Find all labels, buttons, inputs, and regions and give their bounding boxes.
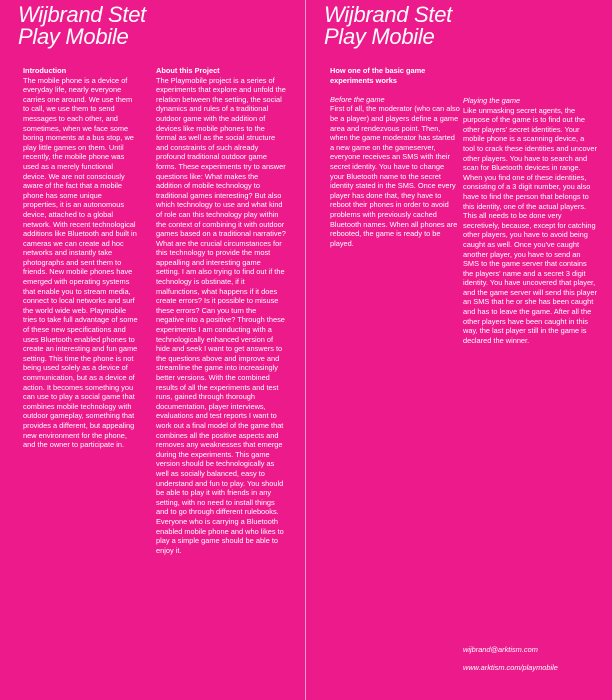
about-column <box>156 66 286 555</box>
introduction-heading: Introduction <box>23 66 67 75</box>
about-heading: About this Project <box>156 66 220 75</box>
before-game-body: First of all, the moderator (who can also be a player) and players define a game area and rendezvous point. Then, when the game moderator has started a new game on the gameserver, everyone receives an SMS with their secret identity. You have to change your Bluetooth name to the secret identity stated in the SMS. Once every player has done that, they have to reboot their phones in order to avoid problems with previously cached Bluetooth names. When all phones are rebooted, the game is ready to be played. <box>330 104 460 248</box>
right-panel <box>306 0 612 700</box>
playing-game-column <box>463 96 598 345</box>
contact-email[interactable]: wijbrand@arktism.com <box>463 645 538 654</box>
brand-line-1: Wijbrand Stet <box>18 2 146 27</box>
introduction-body: The mobile phone is a device of everyday life, nearly everyone carries one around. We use them to call, we use them to send messages to each other, and sometimes, when we face some boring moments at a bus stop, we play little games on them. Until recently, the mobile phone was used as a merely functional device. We are not consciously aware of the fact that a mobile phone has some unique properties, it is an autonomous device, attached to a global network. With recent technological additions like Bluetooth and built in cameras we can create ad hoc networks and instantly take photographs and sent them to friends. New mobile phones have emerged with operating systems that enable you to stream media, connect to local networks and surf the world wide web. Playmobile tries to take full advantage of some of these new specifications and uses Bluetooth enabled phones to create an interesting and fun game setting. This time the phone is not being used solely as a device of communication, but as a device of action. It becomes something you can use to play a social game that combines mobile technology with outdoor gameplay, something that provides a different, but appealing new environment for the phone, and the owner to participate in. <box>23 75 138 450</box>
brand-title-right <box>324 4 452 48</box>
playing-game-body: Like unmasking secret agents, the purpose of the game is to find out the other players' secret identities. Your mobile phone is a scanning device, a tool to crack these identities and uncover other players. You have to search and scan for Bluetooth devices in range. When you find one of these identities, consisting of a 3 digit number, you also have to find the person that belongs to this identity, one of the actual players. This all needs to be done very secretively, because, except for catching other players, you have to avoid being caught as well. Once you've caught another player, you have to send an SMS to the game server that contains the players' name and a secret 3 digit identity. You have uncovered that player, and the game server will send this player an SMS that he or she has been caught and has to leave the game. After all the other players have been caught in this way, the last player still in the game is declared the winner. <box>463 105 597 345</box>
playing-game-title: Playing the game <box>463 96 521 105</box>
brand-line-1-right: Wijbrand Stet <box>324 2 452 27</box>
brand-title <box>18 4 146 48</box>
contact-website[interactable]: www.arktism.com/playmobile <box>463 663 558 672</box>
brand-line-2: Play Mobile <box>18 24 129 49</box>
about-body: The Playmobile project is a series of experiments that explore and unfold the relation between the setting, the social dynamics and rules of a traditional outdoor game with the addition of devices like mobile phones to the formal as well as the social structure and constraints of such already profound traditional outdoor game forms. These experiments try to answer questions like: What makes the addition of mobile technology to traditional games interesting? But also which technology to use and what kind of role can this technology play within the context of combining it with outdoor games based on a traditional narrative? What are the crucial circumstances for this technology to provide the most appealling and interesting game setting. I am also trying to find out if the technology is obstinate, if it malfunctions, what happens if it does create errors? Is it possible to misuse these errors? Can you turn the negative into a positive? Through these experiments I am conducting with a technologically enhanced version of hide and seek I want to get answers to the questions above and improve and streamline the game into increasingly better versions. With the combined results of all the experiments and test runs, gained through thorough documentation, player interviews, evaluations and test reports I want to work out a final model of the game that combines all the positive aspects and removes any weaknesses that emerge during the experiments. This game version should be technologically as well as socially balanced, easy to understand and fun to play. You should be able to play it with friends in any setting, with no need to install things and to go through different rulebooks. Everyone who is carrying a Bluetooth enabled mobile phone and who likes to play a simple game should be able to enjoy it. <box>156 75 286 555</box>
before-game-title: Before the game <box>330 94 385 104</box>
brand-line-2-right: Play Mobile <box>324 24 435 49</box>
introduction-column <box>23 66 138 450</box>
howto-heading: How one of the basic game experiments works <box>330 66 426 85</box>
before-game-column <box>330 66 460 248</box>
